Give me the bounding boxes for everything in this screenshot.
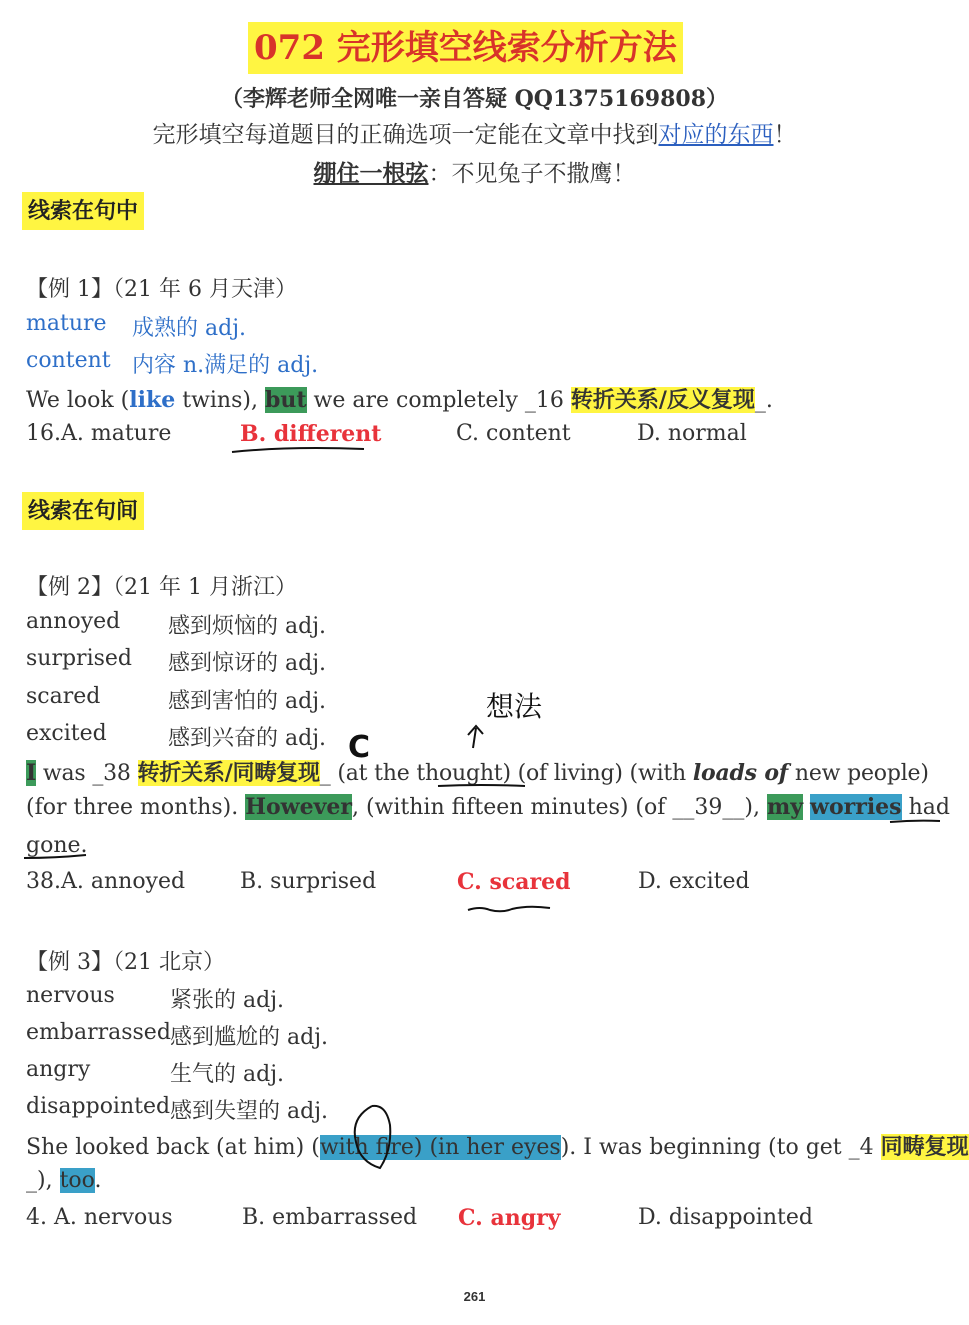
section-heading-between-sentences: 线索在句间	[22, 492, 144, 530]
text: .	[94, 1168, 102, 1193]
motto-bold: 绷住一根弦	[313, 160, 429, 187]
example-1-label: 【例 1】（21 年 6 月天津）	[26, 277, 297, 302]
underline-different	[232, 448, 364, 452]
circle-mark-fire	[355, 1106, 391, 1168]
section-heading-in-sentence: 线索在句中	[22, 192, 144, 230]
vocab-word: mature	[26, 311, 107, 336]
underline-thought	[438, 785, 525, 786]
motto-rest: ：不见兔子不撒鹰！	[428, 161, 636, 187]
vocab-meaning: 成熟的 adj.	[132, 316, 247, 341]
vocab-meaning: 感到烦恼的 adj.	[168, 614, 327, 639]
vocab-word: annoyed	[26, 609, 121, 634]
vocab-meaning: 生气的 adj.	[170, 1062, 285, 1087]
keyword-however: However	[245, 794, 352, 820]
vocab-word: nervous	[26, 983, 115, 1008]
text: new people)	[788, 761, 929, 786]
example-2-label: 【例 2】（21 年 1 月浙江）	[26, 575, 297, 600]
text: ) (of living) (with	[502, 761, 693, 786]
vocab-word: excited	[26, 721, 107, 746]
underline-gone	[24, 855, 86, 858]
wavy-underline-scared	[468, 907, 550, 912]
vocab-meaning: 感到害怕的 adj.	[168, 689, 327, 714]
vocab-meaning: 感到兴奋的 adj.	[168, 726, 327, 751]
text: _),	[26, 1168, 60, 1193]
example-2-sentence-line-3: gone.	[26, 833, 88, 858]
vocab-meaning: 紧张的 adj.	[170, 988, 285, 1013]
vocab-meaning: 感到惊讶的 adj.	[168, 651, 327, 676]
vocab-meaning: 感到失望的 adj.	[170, 1099, 329, 1124]
keyword-worries: worries	[810, 794, 902, 820]
arrow-up-icon	[468, 726, 483, 748]
text: , (within fifteen minutes) (of __39__),	[351, 795, 767, 820]
keyword-with-fire: with fire) (in her eyes	[319, 1135, 561, 1160]
vocab-meaning: 内容 n.满足的 adj.	[132, 353, 319, 378]
handwritten-note: 想法	[486, 690, 543, 723]
tagline-text: 完形填空每道题目的正确选项一定能在文章中找到	[152, 122, 659, 148]
hint-label: 转折关系/反义复现	[570, 387, 755, 413]
vocab-word: angry	[26, 1057, 91, 1082]
vocab-word: disappointed	[26, 1094, 171, 1119]
vocab-word: scared	[26, 684, 101, 709]
option-d: D. excited	[638, 869, 750, 894]
text-had: had	[908, 795, 950, 820]
page-number: 261	[463, 1289, 486, 1304]
tagline-link: 对应的东西	[658, 122, 774, 148]
option-d: D. disappointed	[638, 1205, 813, 1230]
keyword-thought: thought	[416, 761, 503, 786]
text: was _38	[36, 761, 138, 786]
text: ). I was beginning (to get _4	[560, 1135, 881, 1160]
option-c-correct: C. scared	[457, 869, 571, 895]
text: (for three months).	[26, 795, 246, 820]
option-b-correct: B. different	[240, 421, 382, 447]
text: We look (	[26, 388, 130, 413]
handwritten-answer-c: C	[348, 730, 371, 765]
text: _ (at the	[319, 761, 417, 786]
vocab-word: embarrassed	[26, 1020, 171, 1045]
keyword-loads-of: loads of	[692, 760, 789, 786]
keyword-too: too	[59, 1168, 95, 1193]
tagline-end: ！	[773, 122, 797, 148]
keyword-like: like	[129, 387, 176, 413]
text: She looked back (at him) (	[26, 1135, 320, 1160]
option-c-correct: C. angry	[458, 1205, 561, 1231]
text: we are completely _16	[306, 388, 571, 413]
option-b: B. embarrassed	[242, 1205, 418, 1230]
example-3-label: 【例 3】（21 北京）	[26, 950, 225, 975]
page-title: 072 完形填空线索分析方法	[248, 22, 683, 74]
option-a: 16.A. mature	[26, 421, 172, 446]
keyword-my: my	[766, 794, 804, 820]
option-d: D. normal	[637, 421, 747, 446]
keyword-but: but	[264, 387, 307, 413]
underline-had	[890, 821, 940, 822]
option-b: B. surprised	[240, 869, 377, 894]
vocab-word: content	[26, 348, 111, 373]
text: twins),	[175, 388, 265, 413]
subtitle: （李辉老师全网唯一亲自答疑 QQ1375169808）	[220, 86, 729, 112]
hint-label: 同畴复现	[880, 1134, 969, 1160]
option-a: 4. A. nervous	[26, 1205, 173, 1230]
keyword-I: I	[26, 760, 37, 786]
vocab-word: surprised	[26, 646, 133, 671]
text: _.	[754, 388, 773, 413]
hint-label: 转折关系/同畴复现	[137, 760, 320, 786]
vocab-meaning: 感到尴尬的 adj.	[170, 1025, 329, 1050]
option-c: C. content	[456, 421, 571, 446]
option-a: 38.A. annoyed	[26, 869, 186, 894]
